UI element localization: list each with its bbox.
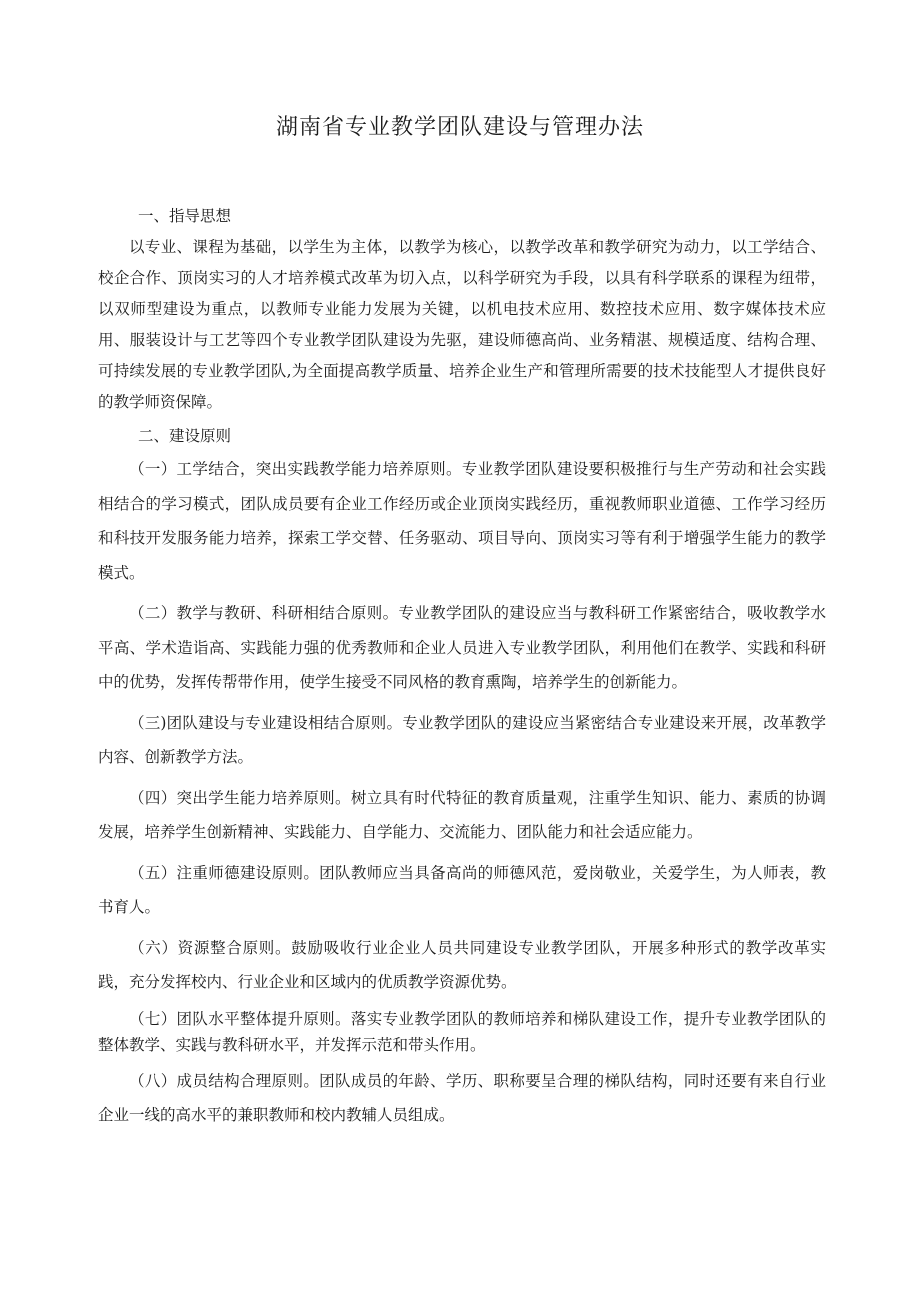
section-heading-guiding-ideology: 一、指导思想 bbox=[138, 207, 232, 225]
paragraph-principle-5: （五）注重师德建设原则。团队教师应当具备高尚的师德风范，爱岗敬业，关爱学生，为人师表，教书育人。 bbox=[98, 863, 826, 916]
document-body bbox=[98, 200, 826, 1133]
paragraph-principle-4: （四）突出学生能力培养原则。树立具有时代特征的教育质量观，注重学生知识、能力、素质的协调发展，培养学生创新精神、实践能力、自学能力、交流能力、团队能力和社会适应能力。 bbox=[98, 788, 826, 841]
paragraph-principle-1: （一）工学结合，突出实践教学能力培养原则。专业教学团队建设要积极推行与生产劳动和社会实践相结合的学习模式，团队成员要有企业工作经历或企业顶岗实践经历，重视教师职业道德、工作学习经历和科技开发服务能力培养，探索工学交替、任务驱动、项目导向、顶岗实习等有利于增强学生能力的教学模式。 bbox=[98, 460, 826, 582]
page-title: 湖南省专业教学团队建设与管理办法 bbox=[275, 115, 644, 140]
section-heading-construction-principles: 二、建设原则 bbox=[138, 427, 232, 445]
paragraph-principle-8: （八）成员结构合理原则。团队成员的年龄、学历、职称要呈合理的梯队结构，同时还要有来自行业企业一线的高水平的兼职教师和校内教辅人员组成。 bbox=[98, 1071, 826, 1124]
paragraph-principle-6: （六）资源整合原则。鼓励吸收行业企业人员共同建设专业教学团队，开展多种形式的教学改革实践，充分发挥校内、行业企业和区域内的优质教学资源优势。 bbox=[98, 938, 826, 991]
paragraph-guiding-ideology: 以专业、课程为基础，以学生为主体，以教学为核心，以教学改革和教学研究为动力，以工学结合、校企合作、顶岗实习的人才培养模式改革为切入点，以科学研究为手段，以具有科学联系的课程为纽带，以双师型建设为重点，以教师专业能力发展为关键，以机电技术应用、数控技术应用、数字媒体技术应用、服装设计与工艺等四个专业教学团队建设为先驱，建设师德高尚、业务精湛、规模适度、结构合理、可持续发展的专业教学团队,为全面提高教学质量、培养企业生产和管理所需要的技术技能型人才提供良好的教学师资保障。 bbox=[98, 238, 826, 411]
paragraph-principle-7: （七）团队水平整体提升原则。落实专业教学团队的教师培养和梯队建设工作，提升专业教学团队的整体教学、实践与教科研水平，并发挥示范和带头作用。 bbox=[98, 1009, 826, 1054]
paragraph-principle-2: （二）教学与教研、科研相结合原则。专业教学团队的建设应当与教科研工作紧密结合，吸收教学水平高、学术造诣高、实践能力强的优秀教师和企业人员进入专业教学团队，利用他们在教学、实践和科研中的优势，发挥传帮带作用，使学生接受不同风格的教育熏陶，培养学生的创新能力。 bbox=[98, 604, 826, 691]
paragraph-principle-3: （三)团队建设与专业建设相结合原则。专业教学团队的建设应当紧密结合专业建设来开展，改革教学内容、创新教学方法。 bbox=[98, 713, 826, 766]
